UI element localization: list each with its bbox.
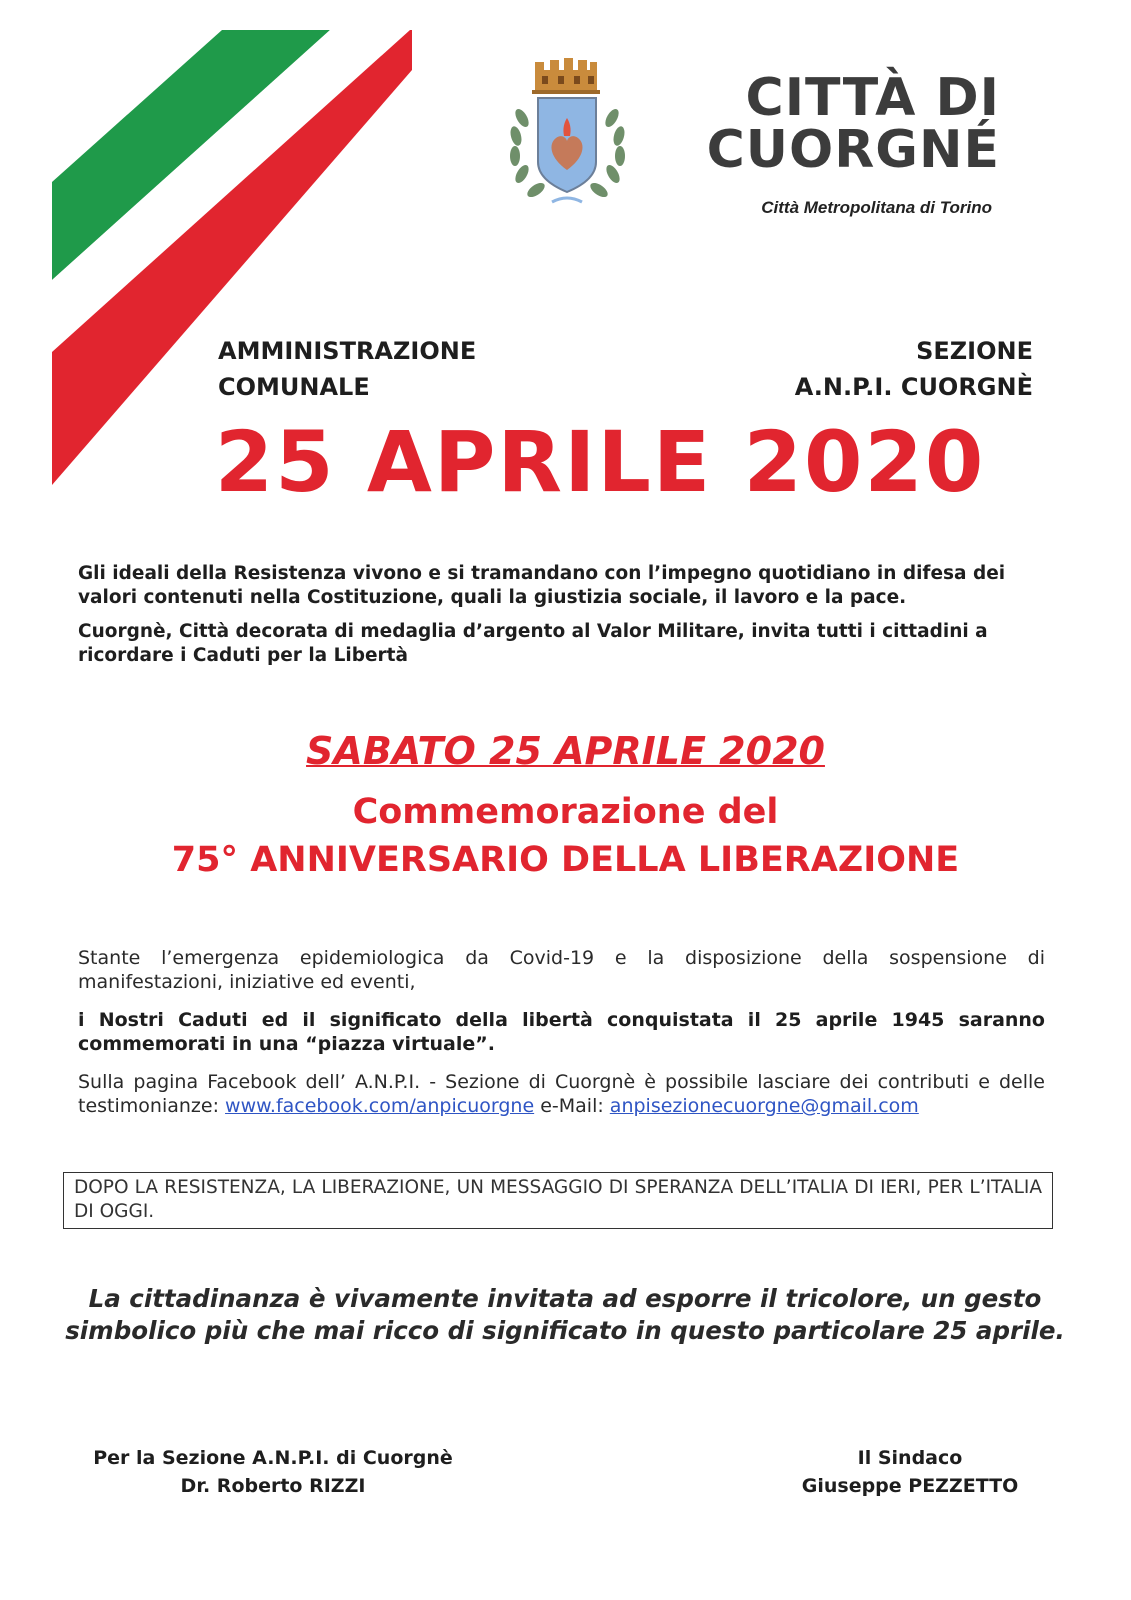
event-title-line1: Commemorazione del	[352, 792, 779, 832]
signature-right	[790, 1444, 1030, 1500]
organizer-left-line1: AMMINISTRAZIONE	[218, 337, 477, 365]
crown	[532, 58, 600, 94]
city-subtitle: Città Metropolitana di Torino	[761, 198, 992, 217]
signature-right-role: Il Sindaco	[857, 1447, 963, 1469]
details-paragraph-3-text: Sulla pagina Facebook dell’ A.N.P.I. - Sezione di Cuorgnè è possibile lasciare dei contributi e delle testimonianze:	[78, 1071, 1045, 1117]
details-paragraph-3	[78, 1070, 1045, 1118]
email-link[interactable]: anpisezionecuorgne@gmail.com	[609, 1095, 919, 1117]
email-label: e-Mail:	[540, 1095, 604, 1117]
details-paragraph-1: Stante l’emergenza epidemiologica da Covid-19 e la disposizione della sospensione di manifestazioni, iniziative ed eventi,	[78, 947, 1045, 993]
organizer-left-line2: COMUNALE	[218, 373, 370, 401]
closing-invitation: La cittadinanza è vivamente invitata ad esporre il tricolore, un gesto simbolico più che mai ricco di significato in questo particolare 25 aprile.	[65, 1284, 1065, 1345]
organizer-right-line1: SEZIONE	[916, 337, 1033, 365]
details-paragraph-2: i Nostri Caduti ed il significato della libertà conquistata il 25 aprile 1945 saranno commemorati in una “piazza virtuale”.	[78, 1009, 1045, 1055]
organizer-left	[218, 333, 476, 405]
signature-left-role: Per la Sezione A.N.P.I. di Cuorgnè	[93, 1447, 453, 1469]
event-day-text: SABATO 25 APRILE 2020	[306, 729, 825, 773]
facebook-link[interactable]: www.facebook.com/anpicuorgne	[225, 1095, 535, 1117]
intro-paragraph-1: Gli ideali della Resistenza vivono e si tramandano con l’impegno quotidiano in difesa dei valori contenuti nella Costituzione, quali la giustizia sociale, il lavoro e la pace.	[78, 563, 1006, 608]
signature-left-name: Dr. Roberto RIZZI	[180, 1475, 366, 1497]
city-title	[640, 68, 1000, 180]
city-crest-emblem	[500, 52, 645, 212]
city-title-line2: CUORGNÉ	[706, 120, 1000, 180]
signature-right-name: Giuseppe PEZZETTO	[801, 1475, 1019, 1497]
event-day	[0, 728, 1131, 774]
event-title-line2: 75° ANNIVERSARIO DELLA LIBERAZIONE	[171, 840, 960, 880]
signature-left	[78, 1444, 468, 1500]
main-date-heading: 25 APRILE 2020	[214, 413, 986, 511]
organizer-right-line2: A.N.P.I. CUORGNÈ	[794, 373, 1033, 401]
intro-paragraph-2: Cuorgnè, Città decorata di medaglia d’argento al Valor Militare, invita tutti i cittadini a ricordare i Caduti per la Libertà	[78, 621, 988, 666]
motto-box: DOPO LA RESISTENZA, LA LIBERAZIONE, UN MESSAGGIO DI SPERANZA DELL’ITALIA DI IERI, PER L’ITALIA DI OGGI.	[63, 1172, 1053, 1229]
organizer-right	[795, 333, 1033, 405]
city-title-line1: CITTÀ DI	[745, 68, 1000, 128]
